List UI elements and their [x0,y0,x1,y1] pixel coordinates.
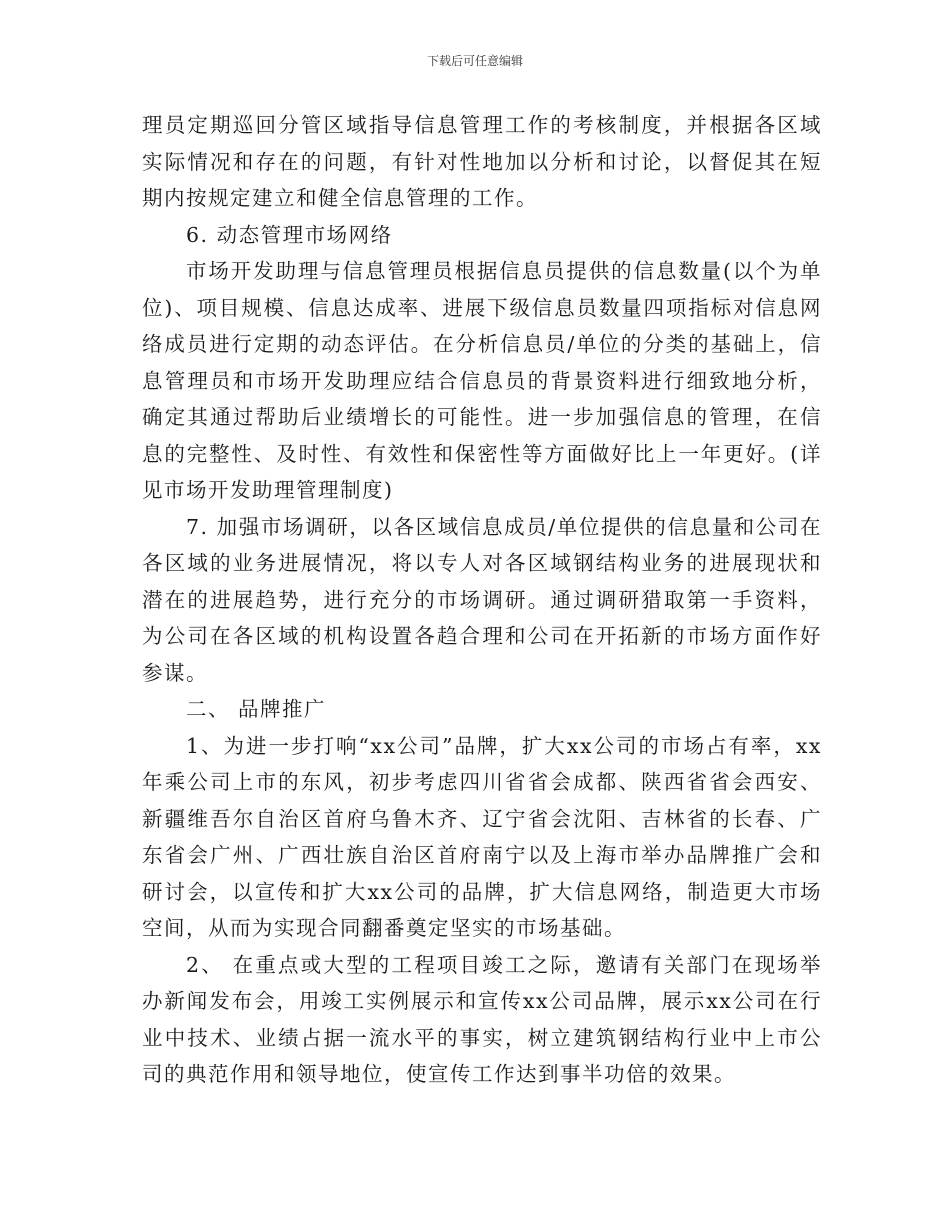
section-heading-6: 6. 动态管理市场网络 [186,222,393,247]
paragraph-market-research: 7. 加强市场调研，以各区域信息成员/单位提供的信息量和公司在各区域的业务进展情况，将以专人对各区域钢结构业务的进展现状和潜在的进展趋势，进行充分的市场调研。通过调研猎取第一手资料，为公司在各区域的机构设置各趋合理和公司在开拓新的市场方面作好参谋。 [142,514,822,685]
paragraph-brand-2: 2、 在重点或大型的工程项目竣工之际，邀请有关部门在现场举办新闻发布会，用竣工实例展示和宣传xx公司品牌，展示xx公司在行业中技术、业绩占据一流水平的事实，树立建筑钢结构行业中上市公司的典范作用和领导地位，使宣传工作达到事半功倍的效果。 [142,952,822,1086]
paragraph-market-network: 市场开发助理与信息管理员根据信息员提供的信息数量(以个为单位)、项目规模、信息达成率、进展下级信息员数量四项指标对信息网络成员进行定期的动态评估。在分析信息员/单位的分类的基础上，信息管理员和市场开发助理应结合信息员的背景资料进行细致地分析，确定其通过帮助后业绩增长的可能性。进一步加强信息的管理，在信息的完整性、及时性、有效性和保密性等方面做好比上一年更好。(详见市场开发助理管理制度) [142,259,822,502]
paragraph-brand-1: 1、为进一步打响“xx公司”品牌，扩大xx公司的市场占有率，xx年乘公司上市的东风，初步考虑四川省省会成都、陕西省省会西安、新疆维吾尔自治区首府乌鲁木齐、辽宁省会沈阳、吉林省的长春、广东省会广州、广西壮族自治区首府南宁以及上海市举办品牌推广会和研讨会，以宣传和扩大xx公司的品牌，扩大信息网络，制造更大市场空间，从而为实现合同翻番奠定坚实的市场基础。 [142,733,822,940]
paragraph-continuation: 理员定期巡回分管区域指导信息管理工作的考核制度，并根据各区域实际情况和存在的问题，有针对性地加以分析和讨论，以督促其在短期内按规定建立和健全信息管理的工作。 [142,113,822,210]
document-body [142,107,822,1093]
page-header: 下载后可任意编辑 [426,54,523,68]
section-heading-brand: 二、 品牌推广 [186,697,327,721]
